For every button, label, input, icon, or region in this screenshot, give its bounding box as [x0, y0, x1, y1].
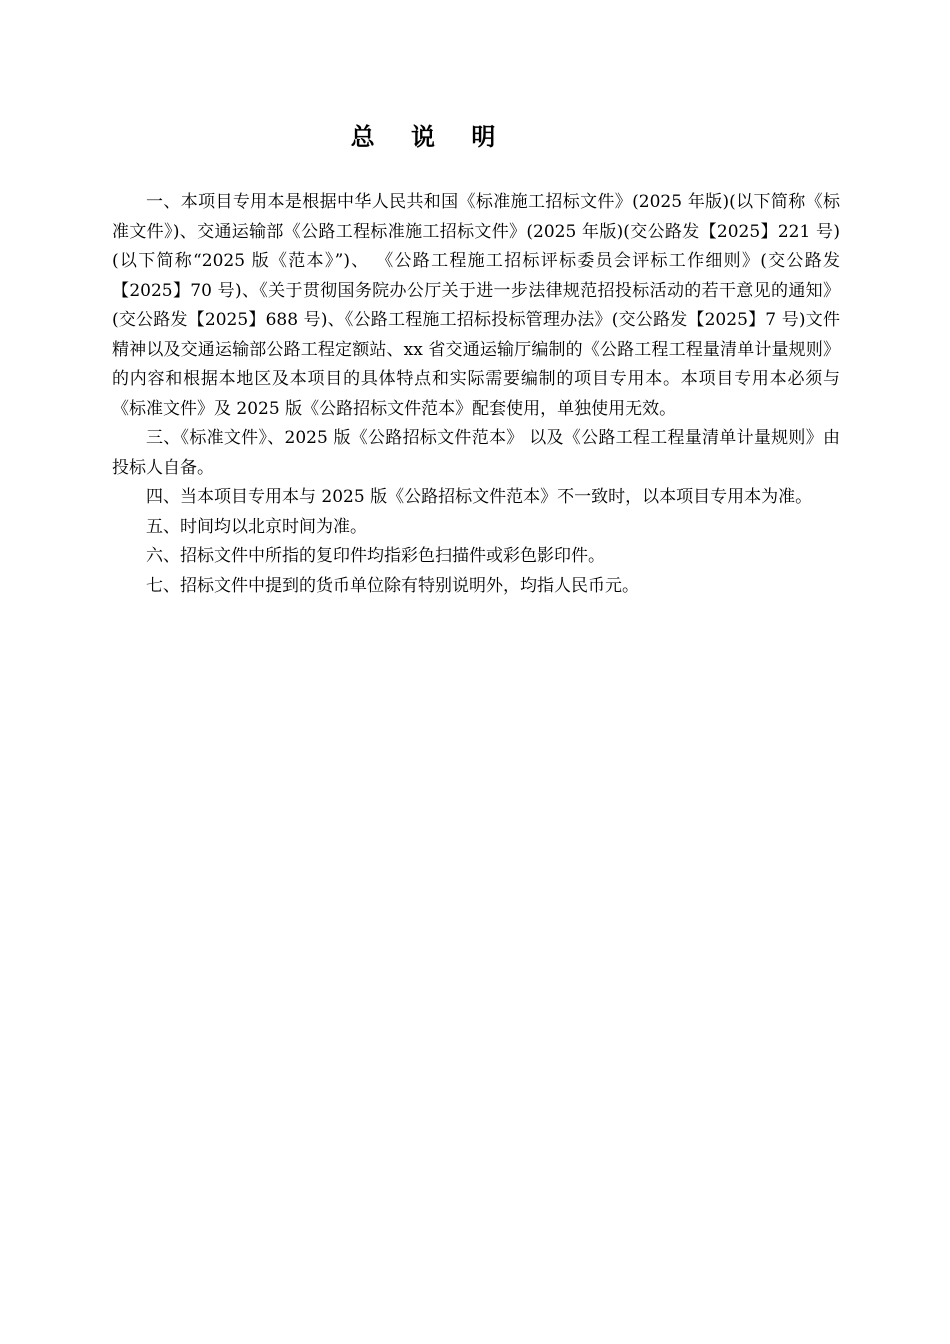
page-title: 总 说 明	[350, 123, 510, 151]
paragraph-4: 四、当本项目专用本与 2025 版《公路招标文件范本》不一致时，以本项目专用本为准。	[146, 487, 813, 507]
paragraph-1: 一、本项目专用本是根据中华人民共和国《标准施工招标文件》(2025 年版)(以下简称《标准文件》)、交通运输部《公路工程标准施工招标文件》(2025 年版)(交公路发【2025】221 号)(以下简称“2025 版《范本》”)、 《公路工程施工招标评标委员会评标工作细则》(交公路发【2025】70 号)、《关于贯彻国务院办公厅关于进一步法律规范招投标活动的若干意见的通知》(交公路发【2025】688 号)、《公路工程施工招标投标管理办法》(交公路发【2025】7 号)文件精神以及交通运输部公路工程定额站、xx 省交通运输厅编制的《公路工程工程量清单计量规则》的内容和根据本地区及本项目的具体特点和实际需要编制的项目专用本。本项目专用本必须与《标准文件》及 2025 版《公路招标文件范本》配套使用，单独使用无效。	[112, 192, 840, 419]
paragraph-3: 三、《标准文件》、2025 版《公路招标文件范本》 以及《公路工程工程量清单计量规则》由投标人自备。	[112, 428, 840, 478]
paragraph-6: 六、招标文件中所指的复印件均指彩色扫描件或彩色影印件。	[146, 546, 605, 566]
document-body	[112, 188, 840, 601]
paragraph-7: 七、招标文件中提到的货币单位除有特别说明外，均指人民币元。	[146, 575, 639, 596]
paragraph-5: 五、时间均以北京时间为准。	[146, 516, 367, 537]
